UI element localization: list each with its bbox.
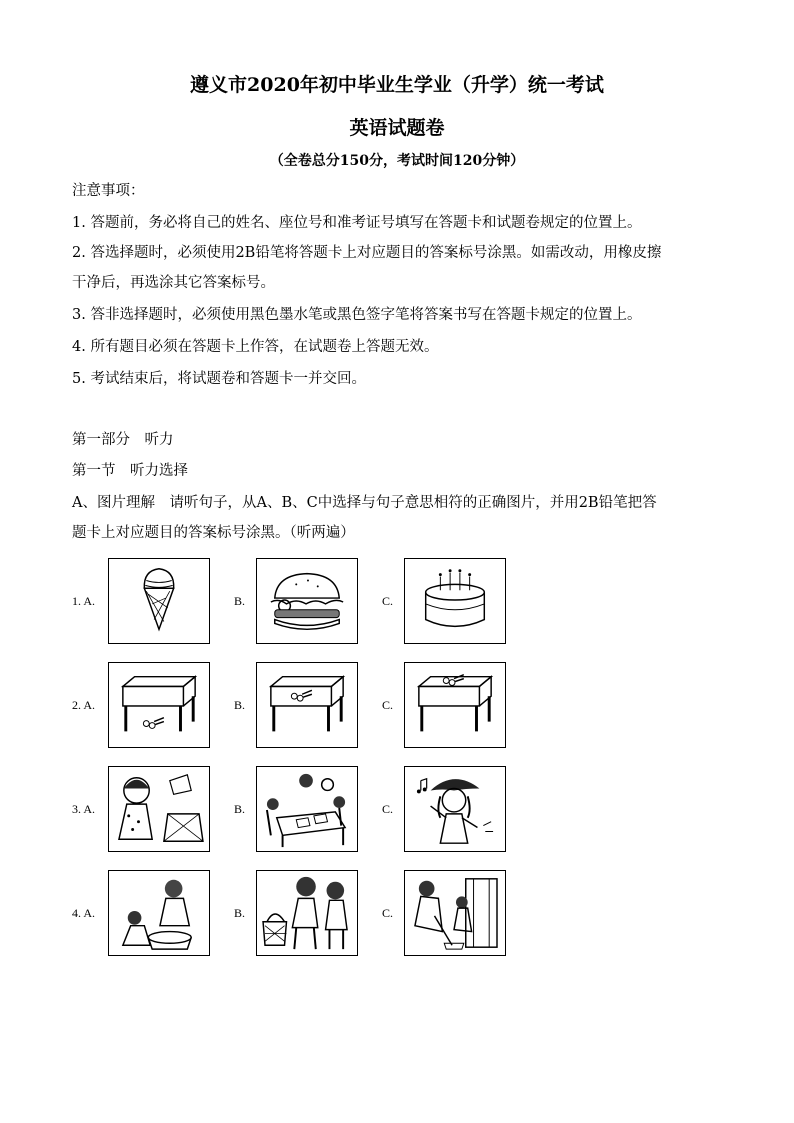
cleaning-room-icon [405, 871, 505, 955]
girl-with-gift-icon [109, 767, 209, 851]
scissors-on-table-icon [405, 663, 505, 747]
girl-singing-icon [405, 767, 505, 851]
washing-feet-icon [109, 871, 209, 955]
q3-label-c: C. [382, 802, 394, 816]
q1-option-c[interactable] [404, 558, 506, 644]
exam-title: 遵义市2020年初中毕业生学业（升学）统一考试 [190, 74, 604, 96]
ice-cream-icon [109, 559, 209, 643]
q1-option-b[interactable] [256, 558, 358, 644]
q4-label-a: 4. A. [72, 906, 96, 920]
q2-label-a: 2. A. [72, 698, 96, 712]
q1-label-c: C. [382, 594, 394, 608]
q4-label-c: C. [382, 906, 394, 920]
kids-with-basket-icon [257, 871, 357, 955]
part-heading: 第一部分 听力 [72, 432, 174, 448]
scissors-in-table-icon [257, 663, 357, 747]
q2-option-b[interactable] [256, 662, 358, 748]
q2-label-b: B. [234, 698, 246, 712]
exam-note: （全卷总分150分，考试时间120分钟） [269, 153, 525, 169]
notice-item-5: 5. 考试结束后，将试题卷和答题卡一并交回。 [72, 371, 366, 387]
q4-option-c[interactable] [404, 870, 506, 956]
instruction-line-2: 题卡上对应题目的答案标号涂黑。（听两遍） [72, 525, 355, 541]
notice-item-2: 2. 答选择题时，必须使用2B铅笔将答题卡上对应题目的答案标号涂黑。如需改动，用橡皮擦 [72, 245, 662, 261]
q2-option-c[interactable] [404, 662, 506, 748]
notice-heading: 注意事项： [72, 183, 145, 199]
exam-subtitle: 英语试题卷 [349, 117, 445, 139]
section-heading: 第一节 听力选择 [72, 463, 188, 479]
q3-label-b: B. [234, 802, 246, 816]
notice-item-3: 3. 答非选择题时，必须使用黑色墨水笔或黑色签字笔将答案书写在答题卡规定的位置上。 [72, 307, 642, 323]
instruction-line-1: A、图片理解 请听句子，从A、B、C中选择与句子意思相符的正确图片，并用2B铅笔把答 [72, 495, 657, 511]
q2-option-a[interactable] [108, 662, 210, 748]
notice-item-2-cont: 干净后，再选涂其它答案标号。 [72, 275, 275, 291]
q3-option-b[interactable] [256, 766, 358, 852]
q3-option-a[interactable] [108, 766, 210, 852]
hamburger-icon [257, 559, 357, 643]
q4-option-b[interactable] [256, 870, 358, 956]
notice-item-4: 4. 所有题目必须在答题卡上作答，在试题卷上答题无效。 [72, 339, 439, 355]
notice-item-1: 1. 答题前，务必将自己的姓名、座位号和准考证号填写在答题卡和试题卷规定的位置上。 [72, 215, 642, 231]
q1-label-a: 1. A. [72, 594, 96, 608]
birthday-cake-icon [405, 559, 505, 643]
scissors-under-table-icon [109, 663, 209, 747]
q1-option-a[interactable] [108, 558, 210, 644]
q2-label-c: C. [382, 698, 394, 712]
q1-label-b: B. [234, 594, 246, 608]
q4-label-b: B. [234, 906, 246, 920]
kids-at-table-icon [257, 767, 357, 851]
q4-option-a[interactable] [108, 870, 210, 956]
q3-option-c[interactable] [404, 766, 506, 852]
q3-label-a: 3. A. [72, 802, 96, 816]
